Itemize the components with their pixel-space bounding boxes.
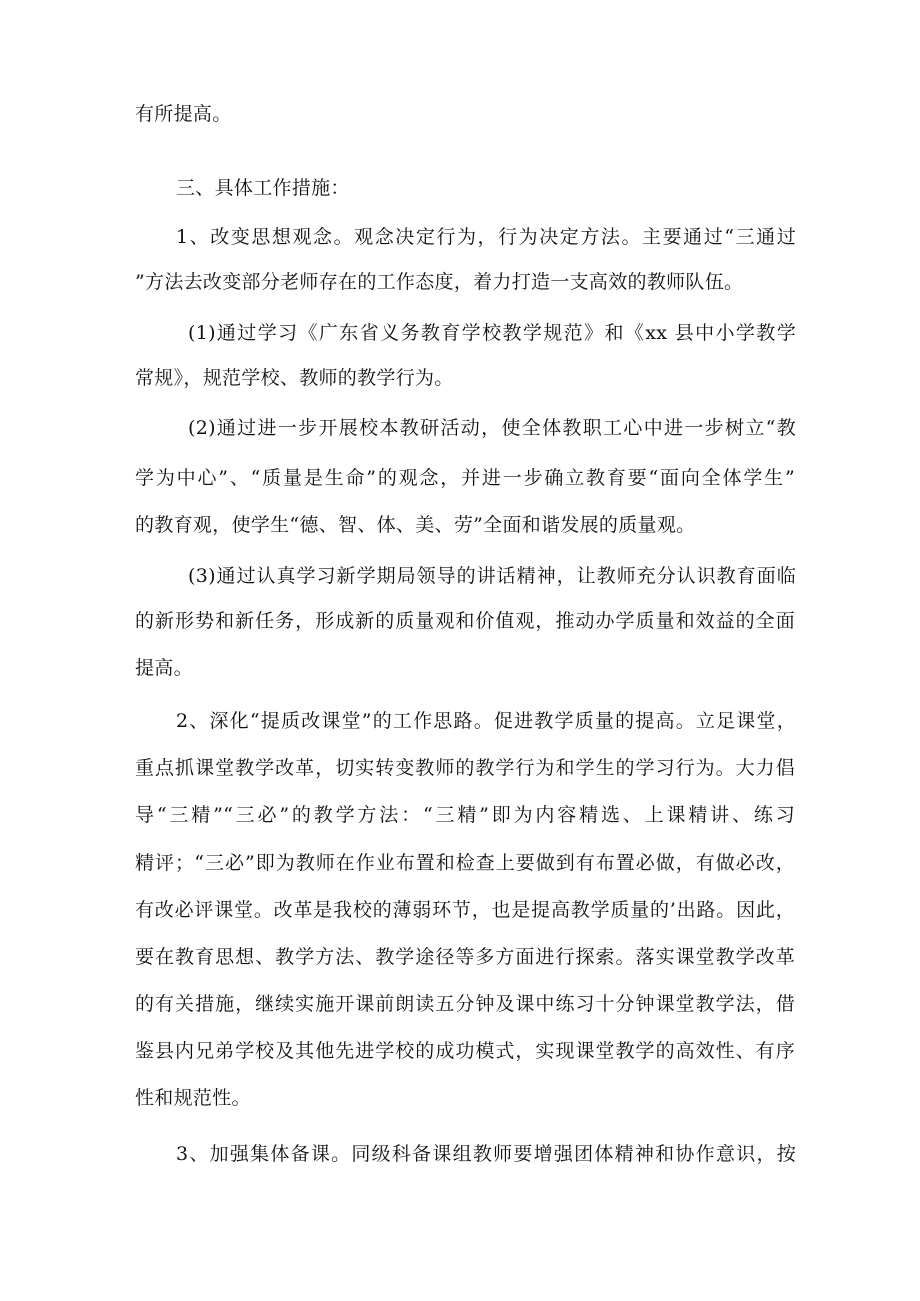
paragraph-line: 要在教育思想、教学方法、教学途径等多方面进行探索。落实课堂教学改革 bbox=[135, 946, 795, 968]
paragraph-line: 的教育观，使学生“德、智、体、美、劳”全面和谐发展的质量观。 bbox=[135, 514, 696, 536]
paragraph-line: 的有关措施，继续实施开课前朗读五分钟及课中练习十分钟课堂教学法，借 bbox=[135, 993, 795, 1015]
paragraph-line: 重点抓课堂教学改革，切实转变教师的教学行为和学生的学习行为。大力倡 bbox=[135, 757, 795, 779]
paragraph-line: 学为中心”、“质量是生命”的观念，并进一步确立教育要“面向全体学生” bbox=[135, 467, 795, 489]
paragraph-line: 导“三精”“三必”的教学方法：“三精”即为内容精选、上课精讲、练习 bbox=[135, 804, 795, 826]
paragraph-line: 有改必评课堂。改革是我校的薄弱环节，也是提高教学质量的’出路。因此， bbox=[135, 899, 795, 921]
paragraph-line: 鉴县内兄弟学校及其他先进学校的成功模式，实现课堂教学的高效性、有序 bbox=[135, 1040, 795, 1062]
paragraph-line: 精评；“三必”即为教师在作业布置和检查上要做到有布置必做，有做必改， bbox=[135, 852, 795, 874]
paragraph-line: 常规》，规范学校、教师的教学行为。 bbox=[135, 367, 454, 389]
paragraph-line: (1)通过学习《广东省义务教育学校教学规范》和《xx 县中小学教学 bbox=[188, 322, 796, 344]
paragraph-line: 的新形势和新任务，形成新的质量观和价值观，推动办学质量和效益的全面 bbox=[135, 610, 795, 632]
paragraph-line: 1、改变思想观念。观念决定行为，行为决定方法。主要通过“三通过 bbox=[176, 226, 796, 248]
paragraph-line: (3)通过认真学习新学期局领导的讲话精神，让教师充分认识教育面临 bbox=[188, 565, 796, 587]
paragraph-line: 3、加强集体备课。同级科备课组教师要增强团体精神和协作意识，按 bbox=[176, 1143, 796, 1165]
paragraph-line: 有所提高。 bbox=[135, 103, 232, 125]
paragraph-line: 2、深化“提质改课堂”的工作思路。促进教学质量的提高。立足课堂， bbox=[176, 710, 796, 732]
paragraph-line: ”方法去改变部分老师存在的工作态度，着力打造一支高效的教师队伍。 bbox=[135, 271, 744, 293]
paragraph-line: (2)通过进一步开展校本教研活动，使全体教职工心中进一步树立“教 bbox=[188, 417, 796, 439]
paragraph-line: 提高。 bbox=[135, 657, 193, 679]
paragraph-line: 性和规范性。 bbox=[135, 1087, 251, 1109]
section-heading: 三、具体工作措施： bbox=[176, 177, 350, 199]
